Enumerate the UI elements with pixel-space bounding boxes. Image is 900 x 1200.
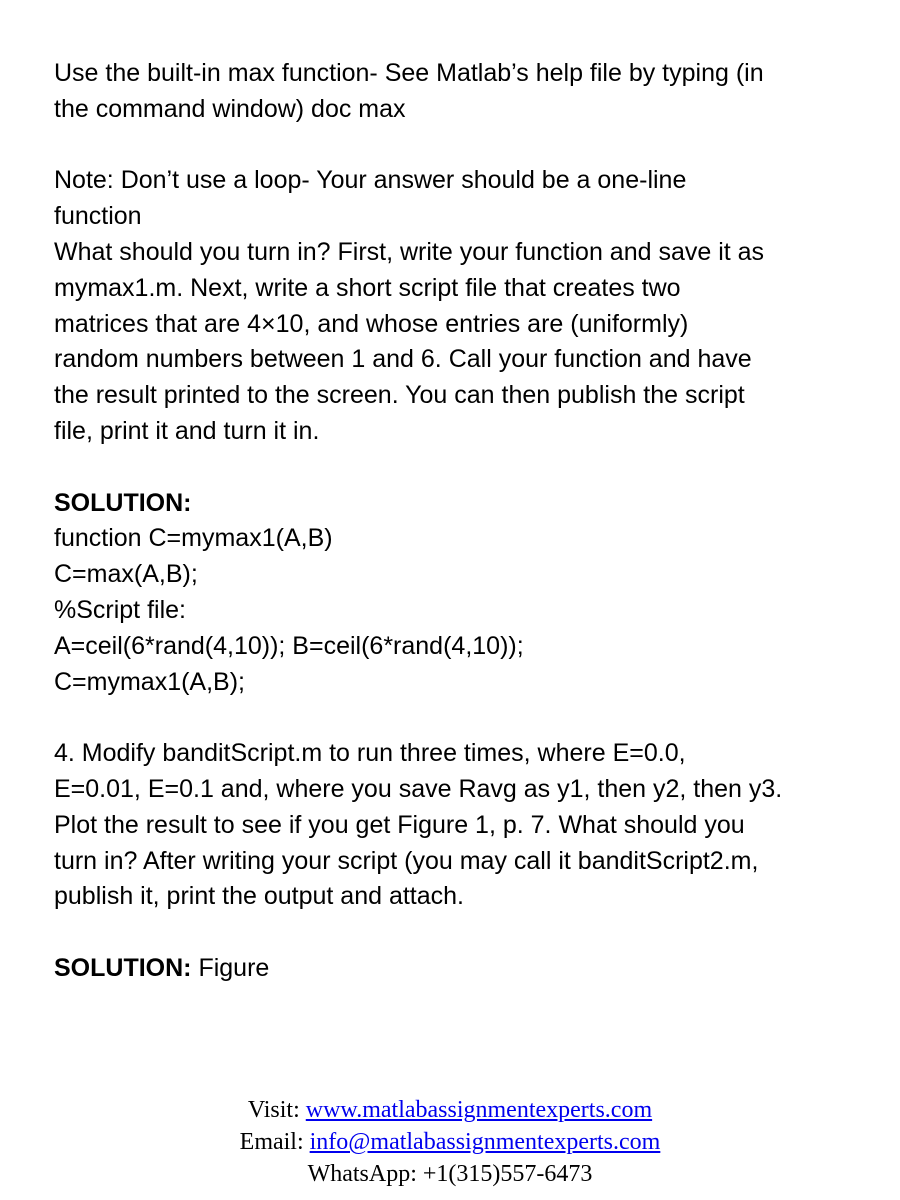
solution-2-text: Figure	[191, 953, 270, 982]
turn-in-line-5: the result printed to the screen. You can then publish the script	[54, 381, 745, 410]
solution-heading: SOLUTION:	[54, 488, 192, 517]
footer-email-line	[0, 1126, 900, 1158]
footer-visit-line	[0, 1094, 900, 1126]
spacer	[54, 915, 854, 951]
email-link[interactable]: info@matlabassignmentexperts.com	[309, 1129, 661, 1155]
footer	[0, 1094, 900, 1190]
website-link[interactable]: www.matlabassignmentexperts.com	[305, 1097, 653, 1123]
question-4-line-5: publish it, print the output and attach.	[54, 882, 464, 911]
turn-in-line-4: random numbers between 1 and 6. Call your function and have	[54, 345, 752, 374]
question-4-line-1: 4. Modify banditScript.m to run three times, where E=0.0,	[54, 739, 686, 768]
question-4-line-4: turn in? After writing your script (you may call it banditScript2.m,	[54, 846, 759, 875]
footer-whatsapp-line: WhatsApp: +1(315)557-6473	[307, 1161, 593, 1187]
code-line-2: C=max(A,B);	[54, 560, 198, 589]
turn-in-line-1: What should you turn in? First, write your function and save it as	[54, 237, 765, 266]
code-line-1: function C=mymax1(A,B)	[54, 524, 333, 553]
turn-in-line-2: mymax1.m. Next, write a short script file that creates two	[54, 273, 681, 302]
spacer	[54, 450, 854, 486]
email-label: Email:	[239, 1129, 310, 1155]
spacer	[54, 128, 854, 164]
document-body	[54, 56, 854, 987]
visit-label: Visit:	[247, 1097, 306, 1123]
turn-in-line-3: matrices that are 4×10, and whose entries are (uniformly)	[54, 309, 689, 338]
turn-in-line-6: file, print it and turn it in.	[54, 416, 320, 445]
solution-2-line	[54, 951, 854, 987]
code-line-5: C=mymax1(A,B);	[54, 667, 246, 696]
note-line-2: function	[54, 202, 142, 231]
question-4-line-3: Plot the result to see if you get Figure 1, p. 7. What should you	[54, 810, 745, 839]
question-4-line-2: E=0.01, E=0.1 and, where you save Ravg as y1, then y2, then y3.	[54, 774, 783, 803]
intro-line-1: Use the built-in max function- See Matlab’s help file by typing (in	[54, 59, 764, 87]
note-line-1: Note: Don’t use a loop- Your answer should be a one-line	[54, 166, 687, 195]
spacer	[54, 700, 854, 736]
code-line-3: %Script file:	[54, 595, 186, 624]
code-line-4: A=ceil(6*rand(4,10)); B=ceil(6*rand(4,10));	[54, 631, 524, 660]
intro-line-2: the command window) doc max	[54, 94, 406, 123]
solution-2-heading: SOLUTION:	[54, 953, 192, 982]
